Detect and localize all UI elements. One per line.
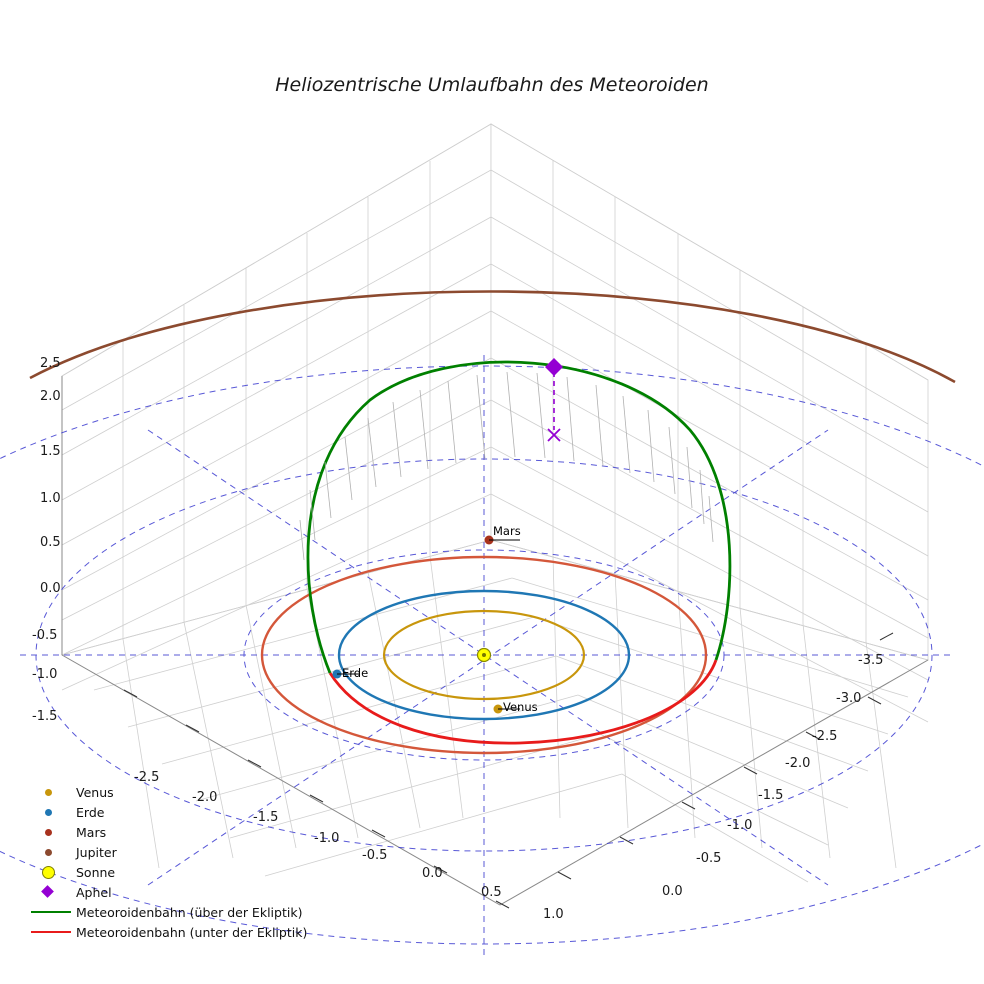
x-tick-0: -2.5	[134, 770, 160, 785]
legend-item-label: Meteoroidenbahn (über der Ekliptik)	[76, 904, 303, 920]
legend-item-label: Jupiter	[76, 844, 117, 860]
dot-icon	[28, 782, 74, 802]
y-tick-1: -3.0	[836, 691, 862, 706]
bigdot-icon	[28, 862, 74, 882]
legend-item-label: Meteoroidenbahn (unter der Ekliptik)	[76, 924, 308, 940]
dot-icon	[28, 842, 74, 862]
annotation-label-mars: Mars	[493, 524, 521, 538]
sun-marker	[478, 649, 491, 662]
y-tick-5: -1.0	[727, 818, 753, 833]
legend-item-label: Venus	[76, 784, 114, 800]
y-tick-6: -0.5	[696, 851, 722, 866]
x-tick-3: -1.0	[314, 831, 340, 846]
legend-item[interactable]	[28, 822, 307, 842]
dot-icon	[28, 822, 74, 842]
legend-item-label: Sonne	[76, 864, 116, 880]
chart-legend	[28, 782, 307, 942]
z-tick-3: 1.0	[40, 491, 61, 506]
z-tick-6: -0.5	[32, 628, 58, 643]
z-tick-2: 1.5	[40, 444, 61, 459]
chart-title: Heliozentrische Umlaufbahn des Meteoroiden	[275, 74, 709, 96]
y-tick-7: 0.0	[662, 884, 683, 899]
x-tick-1: -2.0	[192, 790, 218, 805]
line-icon	[28, 922, 74, 942]
diamond-icon	[28, 882, 74, 902]
x-tick-7: 1.0	[543, 907, 564, 922]
z-tick-0: 2.5	[40, 356, 61, 371]
z-tick-7: -1.0	[32, 667, 58, 682]
legend-item[interactable]	[28, 882, 307, 902]
legend-item[interactable]	[28, 782, 307, 802]
y-tick-2: -2.5	[812, 729, 838, 744]
dot-icon	[28, 802, 74, 822]
legend-item-label: Aphel	[76, 884, 112, 900]
x-tick-5: 0.0	[422, 866, 443, 881]
annotation-label-erde: Erde	[342, 666, 369, 680]
y-tick-4: -1.5	[758, 788, 784, 803]
y-tick-3: -2.0	[785, 756, 811, 771]
x-tick-4: -0.5	[362, 848, 388, 863]
z-tick-8: -1.5	[32, 709, 58, 724]
x-tick-2: -1.5	[253, 810, 279, 825]
annotation-label-venus: Venus	[503, 700, 538, 714]
legend-item[interactable]	[28, 802, 307, 822]
y-tick-0: -3.5	[858, 653, 884, 668]
x-tick-6: 0.5	[481, 885, 502, 900]
legend-item[interactable]	[28, 842, 307, 862]
z-tick-5: 0.0	[40, 581, 61, 596]
legend-item[interactable]	[28, 922, 307, 942]
legend-item[interactable]	[28, 862, 307, 882]
legend-item-label: Mars	[76, 824, 107, 840]
z-tick-4: 0.5	[40, 535, 61, 550]
line-icon	[28, 902, 74, 922]
legend-item-label: Erde	[76, 804, 105, 820]
z-tick-1: 2.0	[40, 389, 61, 404]
legend-item[interactable]	[28, 902, 307, 922]
